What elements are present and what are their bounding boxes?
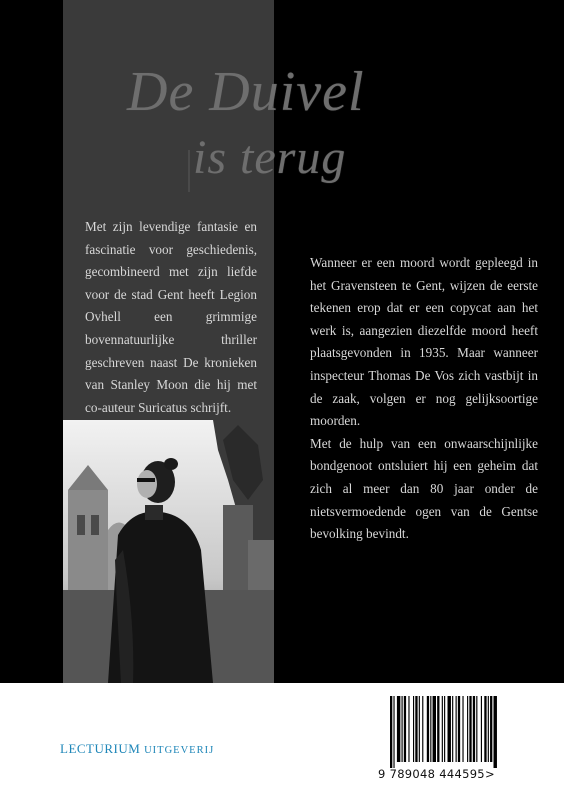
title-flourish: [188, 150, 190, 192]
isbn-number: [378, 767, 495, 781]
synopsis-paragraph-2: Met de hulp van een onwaarschijnlijke bondgenoot ontsluiert hij een geheim dat zich al meer dan 80 jaar onder de nietsvermoedende ogen van de Gentse bevolking bevindt.: [310, 435, 538, 542]
barcode-bar: [467, 696, 468, 762]
barcode-bar: [404, 696, 406, 762]
barcode-bar: [427, 696, 429, 762]
barcode-bar: [494, 696, 497, 768]
publisher-subtitle: UITGEVERIJ: [144, 745, 215, 756]
barcode-bar: [430, 696, 431, 762]
author-photo: [63, 420, 274, 683]
barcode-bar: [415, 696, 417, 762]
barcode-bar: [456, 696, 457, 762]
title-line-2: is terug: [193, 131, 347, 184]
synopsis: [310, 252, 538, 546]
barcode-bar: [458, 696, 460, 762]
barcode-bar: [473, 696, 475, 762]
barcode-bar: [444, 696, 445, 762]
barcode-bar: [462, 696, 463, 762]
barcode-bar: [433, 696, 436, 762]
title-line-1: De Duivel: [127, 61, 365, 123]
barcode-bar: [390, 696, 392, 768]
synopsis-paragraph-1: Wanneer er een moord wordt gepleegd in het Gravensteen te Gent, wijzen de eerste tekenen erop dat er een copycat aan het werk is, aangezien diezelfde moord heeft plaatsgevonden in 1935. Maar wanneer inspecteur Thomas De Vos zich vastbijt in de zaak, volgen er nog gelijksoortige moorden.: [310, 255, 538, 429]
barcode-bar: [448, 696, 451, 762]
barcode-bar: [408, 696, 409, 762]
barcode-bar: [437, 696, 439, 762]
barcode-bar: [422, 696, 423, 762]
barcode-bar: [397, 696, 400, 762]
barcode-bar: [488, 696, 489, 762]
barcode-bar: [452, 696, 453, 762]
barcode: [388, 696, 544, 768]
author-bio: Met zijn levendige fantasie en fascinatie voor geschiedenis, gecombineerd met zijn liefde voor de stad Gent heeft Legion Ovhell een grimmige bovennatuurlijke thriller geschreven naast De kronieken van Stanley Moon die hij met co-auteur Suricatus schrijft.: [85, 219, 257, 415]
publisher-logo: [60, 741, 214, 757]
barcode-bar: [481, 696, 482, 762]
barcode-bar: [490, 696, 492, 762]
barcode-bar: [484, 696, 486, 762]
isbn-digits: 9 789048 444595: [378, 767, 485, 781]
barcode-bar: [393, 696, 394, 768]
barcode-bar: [476, 696, 477, 762]
publisher-name: LECTURIUM: [60, 741, 141, 756]
isbn-mark: >: [484, 767, 495, 781]
barcode-bar: [419, 696, 420, 762]
barcode-bar: [402, 696, 403, 762]
barcode-bar: [469, 696, 471, 762]
barcode-bar: [442, 696, 443, 762]
barcode-bar: [413, 696, 414, 762]
